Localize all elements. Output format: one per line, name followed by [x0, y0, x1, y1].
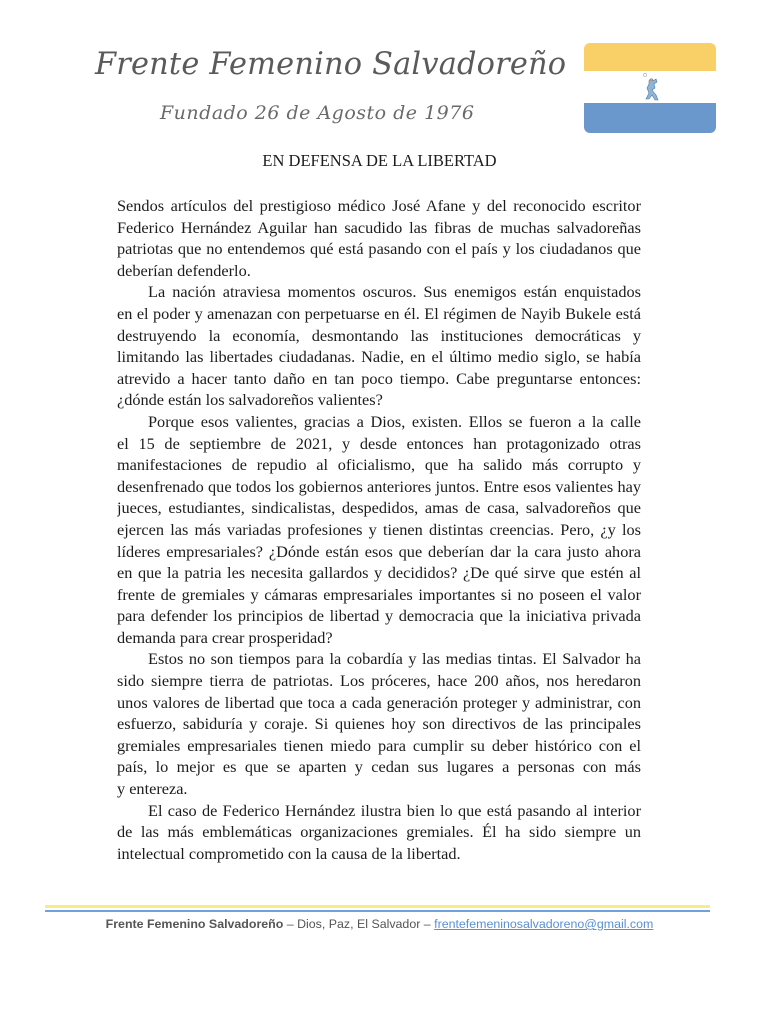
text-line: el 15 de septiembre de 2021, y desde entonces han protagonizado otras	[117, 433, 641, 453]
text-line: Estos no son tiempos para la cobardía y las medias tintas. El Salvador ha	[148, 649, 641, 669]
text-line: patriotas que no entendemos qué está pasando con el país y los ciudadanos que	[117, 239, 641, 259]
founded-date: Fundado 26 de Agosto de 1976	[160, 102, 475, 124]
text-line: para defender los principios de libertad y democracia que la iniciativa privada	[117, 606, 641, 626]
text-line: La nación atraviesa momentos oscuros. Sus enemigos están enquistados	[148, 282, 641, 302]
footer	[0, 917, 759, 931]
text-line: sido siempre tierra de patriotas. Los próceres, hace 200 años, nos heredaron	[117, 671, 641, 691]
footer-rule-yellow	[45, 905, 710, 908]
document-body	[117, 195, 641, 864]
text-line: El caso de Federico Hernández ilustra bien lo que está pasando al interior	[148, 800, 641, 820]
text-line: intelectual comprometido con la causa de la libertad.	[117, 843, 461, 863]
text-line: frente de gremiales y cámaras empresariales importantes si no poseen el valor	[117, 584, 641, 604]
text-line: Federico Hernández Aguilar han sacudido las fibras de muchas salvadoreñas	[117, 217, 641, 237]
footer-rule-blue	[45, 910, 710, 912]
emblem-icon	[640, 72, 662, 102]
organization-name: Frente Femenino Salvadoreño	[95, 46, 567, 82]
text-line: en que la patria les necesita gallardos y decididos? ¿De qué sirve que estén al	[117, 563, 641, 583]
document-title: EN DEFENSA DE LA LIBERTAD	[262, 151, 497, 170]
text-line: país, lo mejor es que se aparten y cedan sus lugares a personas con más	[117, 757, 641, 777]
text-line: Porque esos valientes, gracias a Dios, existen. Ellos se fueron a la calle	[148, 411, 641, 431]
text-line: unos valores de libertad que toca a cada generación proteger y administrar, con	[117, 692, 641, 712]
footer-email-link[interactable]: frentefemeninosalvadoreno@gmail.com	[434, 917, 654, 931]
footer-organization: Frente Femenino Salvadoreño	[105, 917, 284, 931]
flag-logo	[584, 43, 716, 133]
text-line: demanda para crear prosperidad?	[117, 627, 333, 647]
text-line: esfuerzo, sabiduría y coraje. Si quienes hoy son directivos de las principales	[117, 714, 641, 734]
text-line: ejercen las más variadas profesiones y tienen distintas creencias. Pero, ¿y los	[117, 519, 641, 539]
text-line: manifestaciones de repudio al oficialismo, que ha salido más corrupto y	[117, 455, 641, 475]
flag-stripe-top	[584, 43, 716, 71]
text-line: destruyendo la economía, desmontando las instituciones democráticas y	[117, 325, 641, 345]
text-line: en el poder y amenazan con perpetuarse en él. El régimen de Nayib Bukele está	[117, 303, 641, 323]
text-line: jueces, estudiantes, sindicalistas, despedidos, amas de casa, salvadoreños que	[117, 498, 641, 518]
text-line: de las más emblemáticas organizaciones gremiales. Él ha sido siempre un	[117, 822, 641, 842]
text-line: limitando las libertades ciudadanas. Nadie, en el último medio siglo, se había	[117, 347, 641, 367]
text-line: atrevido a hacer tanto daño en tan poco tiempo. Cabe preguntarse entonces:	[117, 368, 641, 388]
text-line: desenfrenado que todos los gobiernos anteriores juntos. Entre esos valientes hay	[117, 476, 641, 496]
text-line: deberían defenderlo.	[117, 260, 251, 280]
text-line: ¿dónde están los salvadoreños valientes?	[117, 390, 383, 410]
text-line: gremiales empresariales tienen miedo para cumplir su deber histórico con el	[117, 735, 641, 755]
flag-stripe-bottom	[584, 103, 716, 133]
text-line: líderes empresariales? ¿Dónde están esos que deberían dar la cara justo ahora	[117, 541, 641, 561]
text-line: Sendos artículos del prestigioso médico José Afane y del reconocido escritor	[117, 196, 641, 215]
text-line: y entereza.	[117, 779, 188, 799]
footer-motto: – Dios, Paz, El Salvador –	[283, 917, 435, 931]
